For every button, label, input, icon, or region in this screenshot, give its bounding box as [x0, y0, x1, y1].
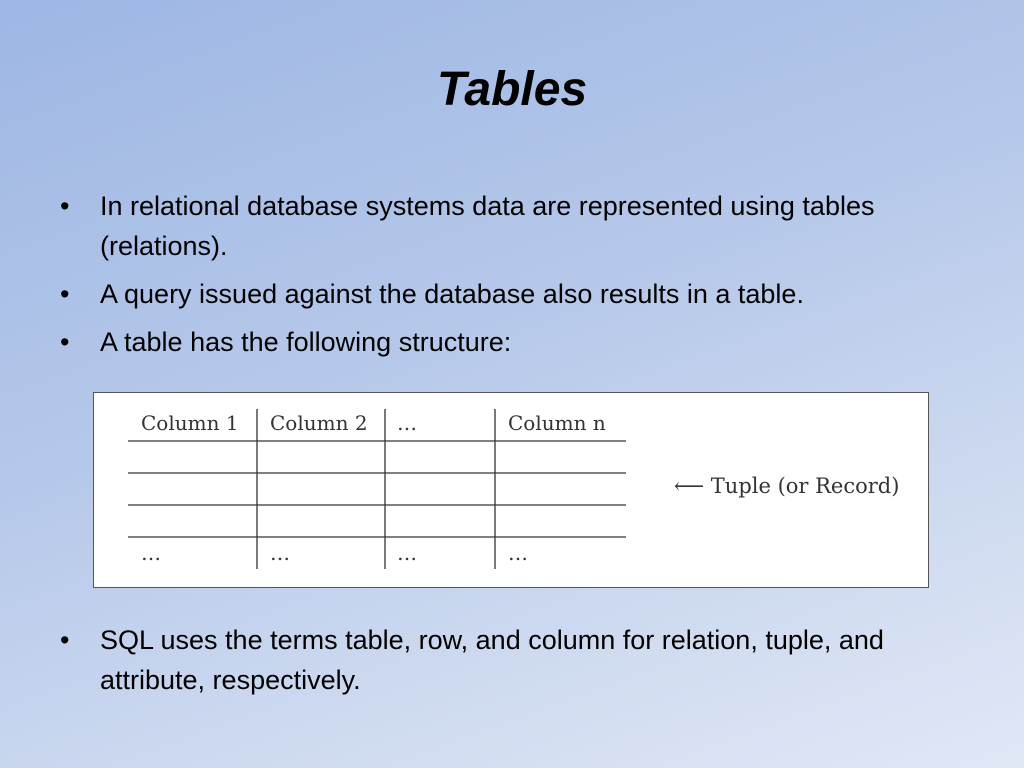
bullet-item: [58, 186, 958, 266]
ellipsis-cell: …: [270, 541, 290, 565]
ellipsis-cell: …: [397, 541, 417, 565]
bullet-text: SQL uses the terms table, row, and column for relation, tuple, and attribute, respectively.: [100, 625, 884, 695]
bullet-icon: •: [60, 279, 70, 309]
column-header: Column 1: [141, 411, 239, 435]
ellipsis-cell: …: [508, 541, 528, 565]
table-structure-figure: [93, 392, 929, 588]
tuple-label: ⟵ Tuple (or Record): [674, 474, 900, 498]
column-header: Column n: [508, 411, 606, 435]
bullet-text: A query issued against the database also results in a table.: [100, 279, 804, 309]
bullet-icon: •: [60, 191, 70, 221]
ellipsis-cell: …: [141, 541, 161, 565]
slide-title: Tables: [436, 63, 588, 116]
bullet-list: [58, 620, 958, 700]
bullet-item: [58, 274, 958, 314]
bullet-text: In relational database systems data are represented using tables (relations).: [100, 191, 875, 261]
bullet-list: [58, 186, 958, 370]
bullet-item: [58, 620, 958, 700]
bullet-icon: •: [60, 327, 70, 357]
column-header: Column 2: [270, 411, 368, 435]
column-header: …: [397, 411, 417, 435]
bullet-icon: •: [60, 625, 70, 655]
bullet-item: [58, 322, 958, 362]
bullet-text: A table has the following structure:: [100, 327, 512, 357]
